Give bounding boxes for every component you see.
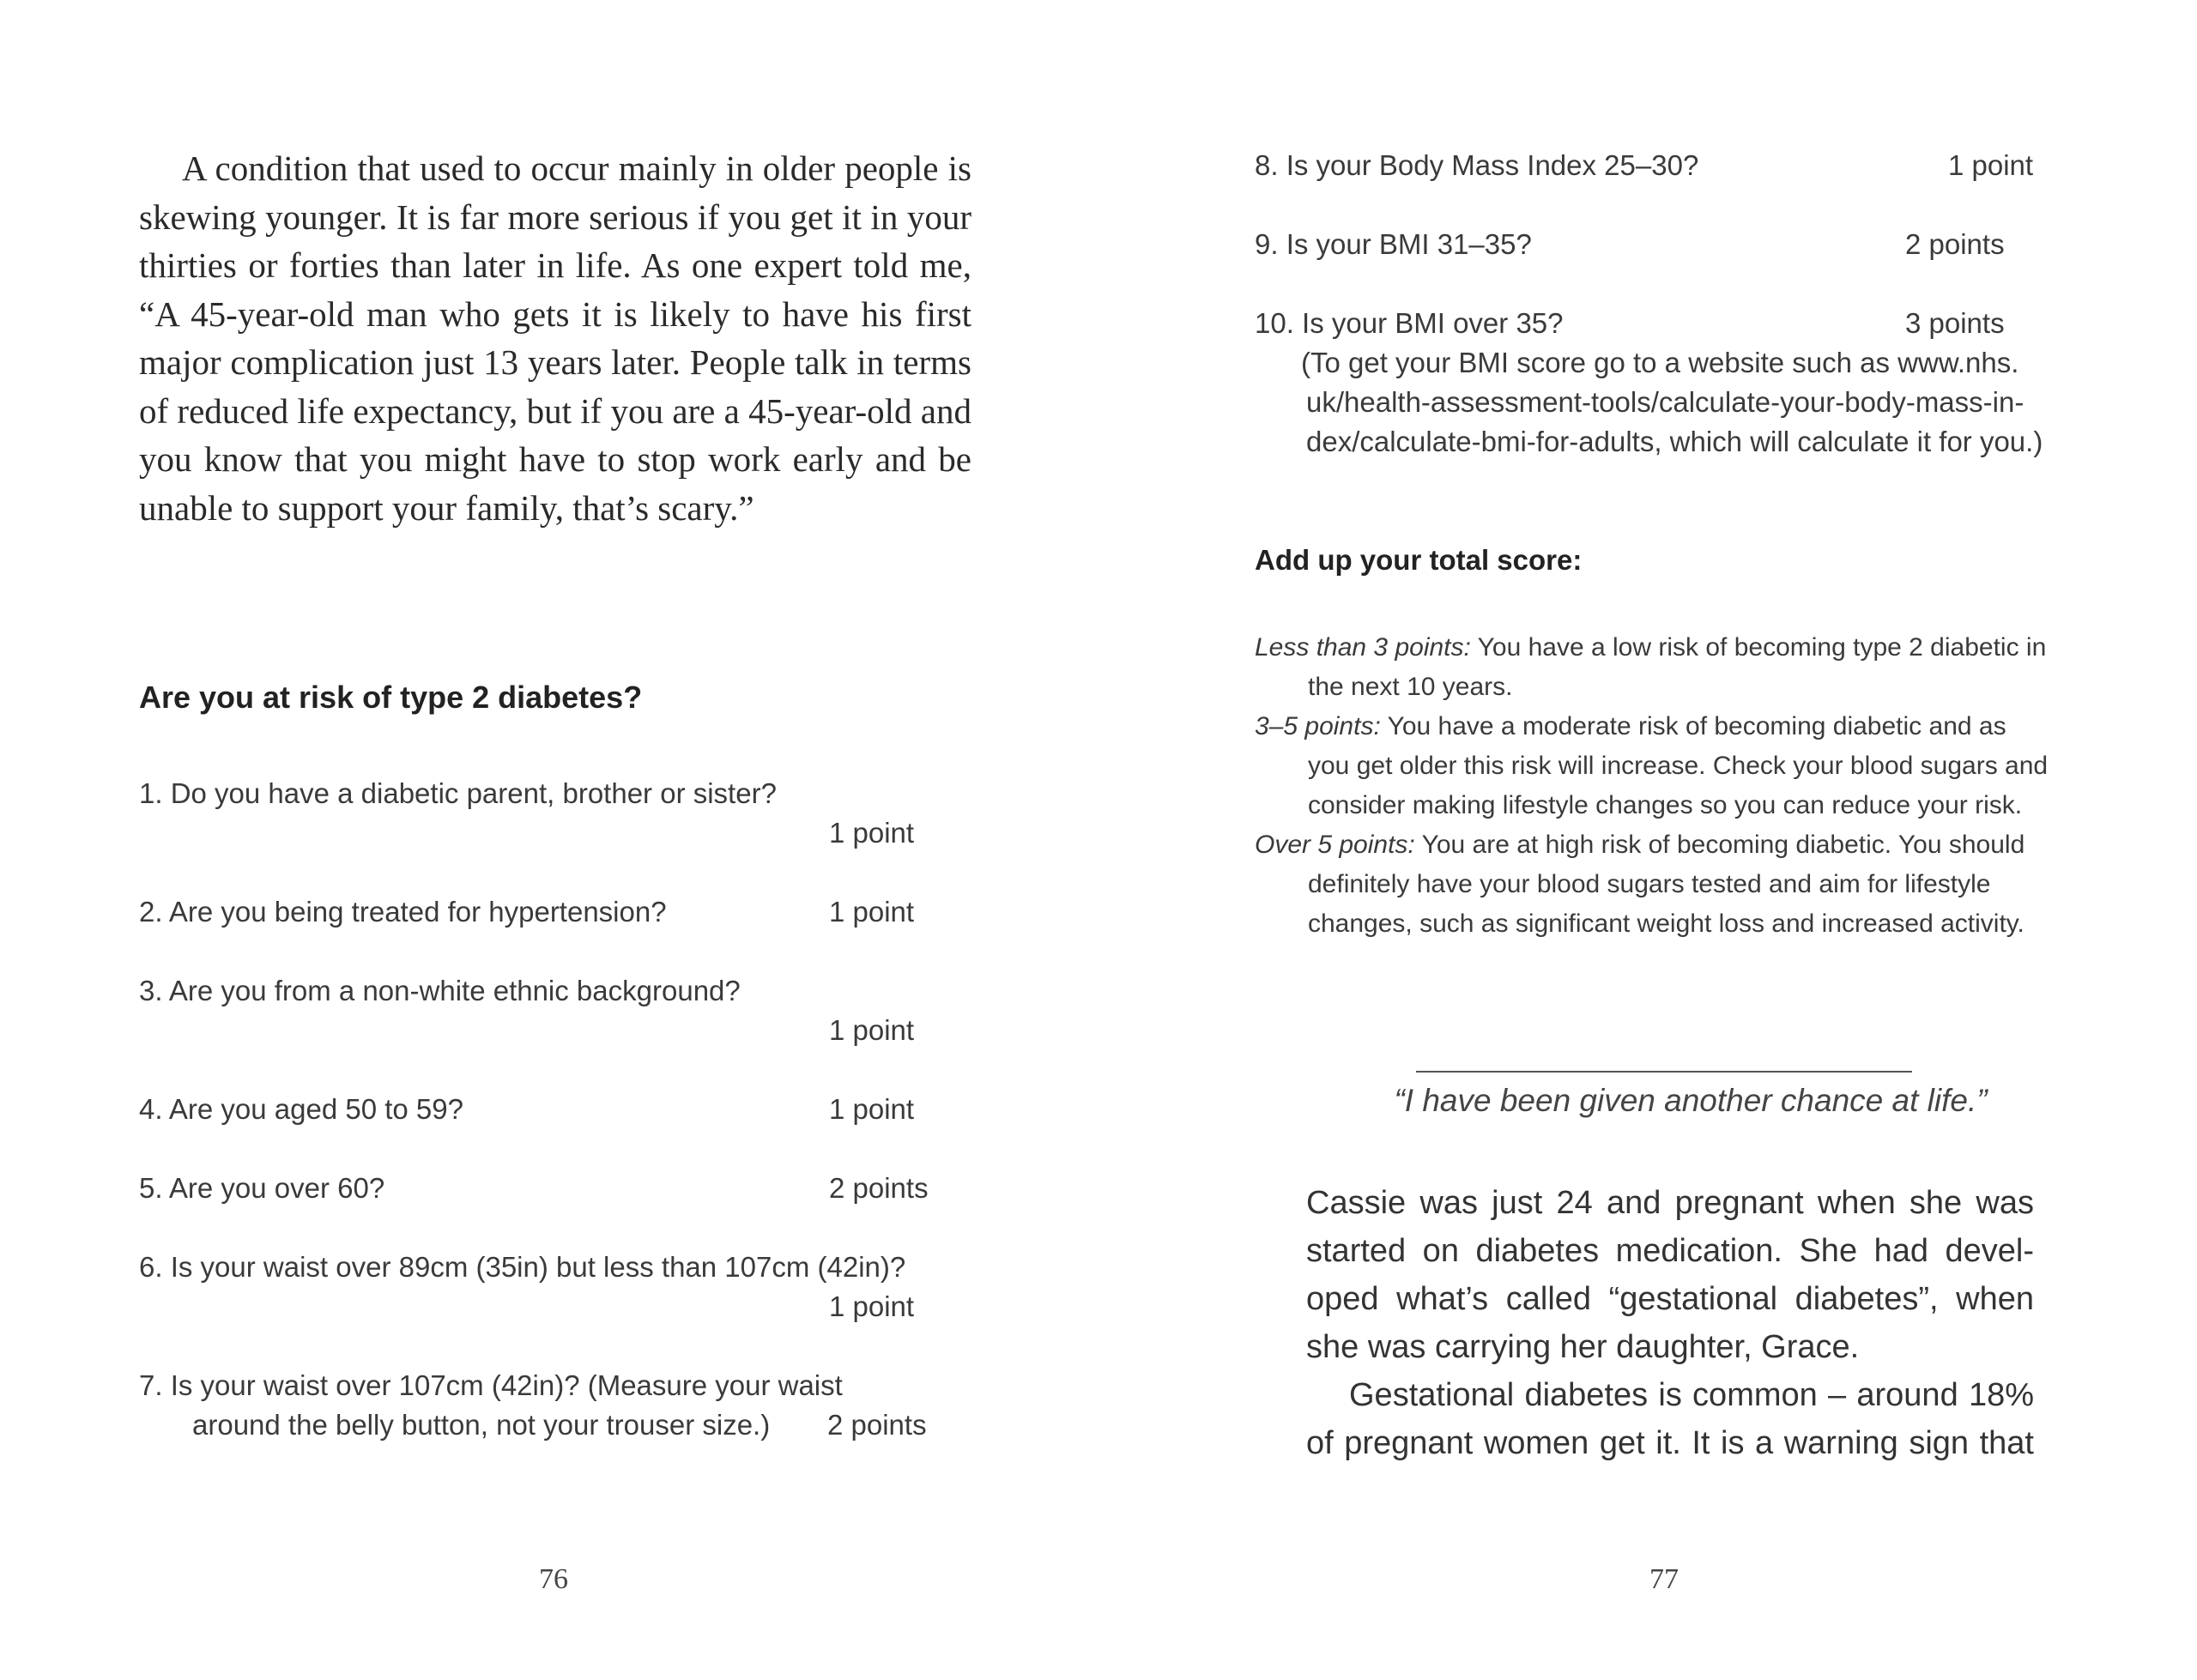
story-line: started on diabetes medication. She had devel-: [1306, 1233, 2034, 1269]
score-description: You have a low risk of becoming type 2 diabetic in: [1477, 633, 2047, 662]
question-10-text: 10. Is your BMI over 35?: [1255, 307, 1564, 339]
question-10-points: 3 points: [1905, 307, 2005, 339]
question-4-points: 1 point: [829, 1093, 915, 1125]
question-2-points: 1 point: [829, 896, 915, 928]
score-description: consider making lifestyle changes so you can reduce your risk.: [1308, 791, 2023, 819]
story-line: she was carrying her daughter, Grace.: [1306, 1329, 1860, 1365]
section-divider: [1416, 1071, 1912, 1073]
question-5-points: 2 points: [829, 1172, 929, 1204]
question-3-points: 1 point: [829, 1014, 915, 1046]
question-6-points: 1 point: [829, 1290, 915, 1322]
score-label: Over 5 points:: [1255, 831, 1415, 859]
question-2-text: 2. Are you being treated for hypertension?: [139, 896, 667, 928]
right-page: [1098, 0, 2197, 1680]
question-9-text: 9. Is your BMI 31–35?: [1255, 228, 1532, 260]
story-line: Gestational diabetes is common – around 18%: [1349, 1377, 2034, 1413]
bmi-note-line: dex/calculate-bmi-for-adults, which will calculate it for you.): [1306, 426, 2043, 457]
question-1-text: 1. Do you have a diabetic parent, brother or sister?: [139, 777, 777, 809]
pull-quote: “I have been given another chance at life.”: [1394, 1083, 1988, 1118]
question-7-text-line1: 7. Is your waist over 107cm (42in)? (Measure your waist: [139, 1369, 843, 1401]
story-line: of pregnant women get it. It is a warning sign that: [1306, 1425, 2034, 1461]
score-3-to-5: [1255, 707, 2006, 746]
question-7-text-line2: around the belly button, not your trouser size.): [192, 1409, 771, 1441]
score-less-than-3: [1255, 628, 2046, 668]
bmi-note-line: uk/health-assessment-tools/calculate-your-body-mass-in-: [1306, 386, 2025, 418]
intro-paragraph: A condition that used to occur mainly in older people is skewing younger. It is far more serious if you get it in your thirties or forties than later in life. As one expert told me, “A 45-year-old man who gets it is likely to have his first major complication just 13 years later. People talk in terms of reduced life expectancy, but if you are a 45-year-old and you know that you might have to stop work early and be unable to support your family, that’s scary.”: [139, 148, 971, 528]
left-page: [0, 0, 1098, 1680]
quiz-heading: Are you at risk of type 2 diabetes?: [139, 680, 643, 715]
page-number-right: 77: [1649, 1563, 1679, 1595]
score-label: 3–5 points:: [1255, 712, 1381, 740]
question-9-points: 2 points: [1905, 228, 2005, 260]
score-label: Less than 3 points:: [1255, 633, 1471, 662]
story-line: oped what’s called “gestational diabetes”, when: [1306, 1281, 2034, 1317]
score-description: changes, such as significant weight loss and increased activity.: [1308, 909, 2025, 938]
score-description: definitely have your blood sugars tested and aim for lifestyle: [1308, 870, 1991, 898]
page-number-left: 76: [539, 1563, 568, 1595]
score-over-5: [1255, 825, 2025, 865]
score-description: You have a moderate risk of becoming diabetic and as: [1387, 712, 2006, 740]
question-5-text: 5. Are you over 60?: [139, 1172, 385, 1204]
question-6-text: 6. Is your waist over 89cm (35in) but less than 107cm (42in)?: [139, 1251, 906, 1283]
question-7-points: 2 points: [827, 1409, 927, 1441]
bmi-note-line: (To get your BMI score go to a website such as www.nhs.: [1301, 347, 2019, 378]
question-8-points: 1 point: [1948, 149, 2034, 181]
question-3-text: 3. Are you from a non-white ethnic background?: [139, 975, 741, 1006]
score-description: the next 10 years.: [1308, 673, 1513, 701]
question-4-text: 4. Are you aged 50 to 59?: [139, 1093, 463, 1125]
story-line: Cassie was just 24 and pregnant when she was: [1306, 1185, 2034, 1221]
question-8-text: 8. Is your Body Mass Index 25–30?: [1255, 149, 1699, 181]
question-1-points: 1 point: [829, 817, 915, 849]
score-description: You are at high risk of becoming diabetic. You should: [1421, 831, 2025, 859]
score-heading: Add up your total score:: [1255, 544, 1583, 576]
score-description: you get older this risk will increase. Check your blood sugars and: [1308, 752, 2049, 780]
